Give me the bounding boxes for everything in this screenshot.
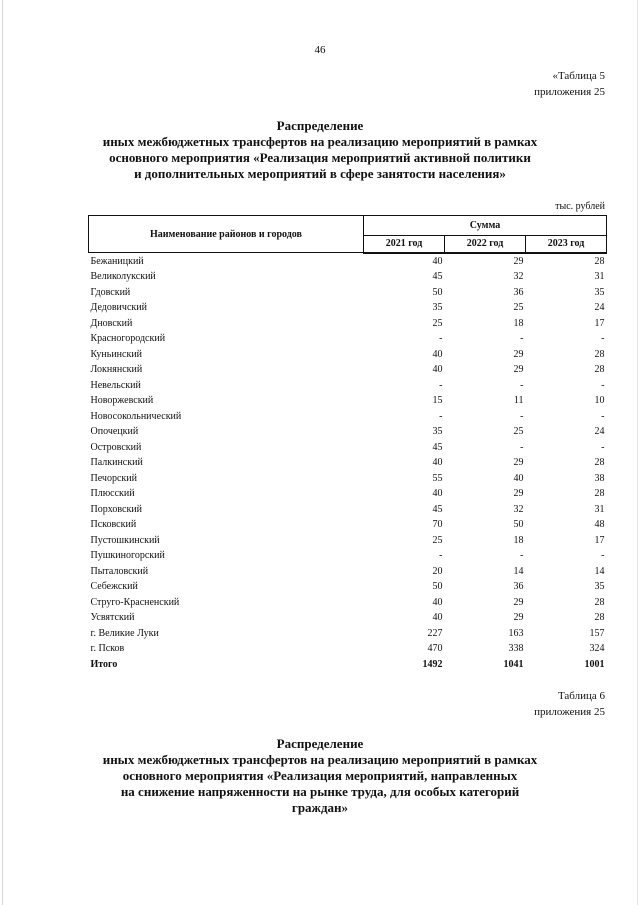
table-body <box>89 253 607 673</box>
value-2023: 28 <box>594 364 605 376</box>
value-2021: 40 <box>432 255 443 267</box>
row-name: Псковский <box>90 519 137 531</box>
value-2022: 29 <box>513 596 524 608</box>
row-name: Новосокольнический <box>90 410 182 422</box>
value-2022: 29 <box>513 457 524 469</box>
value-2022: 36 <box>513 581 524 593</box>
value-2023: 28 <box>594 612 605 624</box>
table-row <box>89 409 607 425</box>
table6-title-line: граждан» <box>291 800 349 815</box>
value-2021: 45 <box>432 271 443 283</box>
row-name: Локнянский <box>90 364 143 376</box>
row-name: Плюсский <box>90 488 135 500</box>
value-2023: 157 <box>589 627 605 639</box>
value-2021: 50 <box>432 581 443 593</box>
value-2022: 32 <box>513 503 524 515</box>
value-2021: 40 <box>432 364 443 376</box>
value-2022: 11 <box>513 395 524 407</box>
table-row <box>89 517 607 533</box>
table-row <box>89 486 607 502</box>
table5-title-line: иных межбюджетных трансфертов на реализацию мероприятий в рамках <box>102 134 538 149</box>
row-name: Островский <box>90 441 142 453</box>
value-2023: 38 <box>594 472 605 484</box>
value-2023: 28 <box>594 348 605 360</box>
value-2022: - <box>520 333 524 345</box>
table-row <box>89 393 607 409</box>
table6-caption-line1: Таблица 6 <box>557 690 605 702</box>
row-name: Красногородский <box>90 333 166 345</box>
row-name: Великолукский <box>90 271 156 283</box>
table5-title-line: и дополнительных мероприятий в сфере занятости населения» <box>134 166 506 181</box>
value-2021: 55 <box>432 472 443 484</box>
value-2022: 29 <box>513 348 524 360</box>
value-2022: 40 <box>513 472 524 484</box>
table5-title-line: Распределение <box>276 118 364 133</box>
row-name: Пустошкинский <box>90 534 160 546</box>
value-2021: 40 <box>432 488 443 500</box>
table-row <box>89 253 607 270</box>
value-2023: 48 <box>594 519 605 531</box>
table6-caption <box>534 688 605 720</box>
total-row <box>89 657 607 673</box>
value-2022: 29 <box>513 612 524 624</box>
value-2022: 25 <box>513 302 524 314</box>
table-row <box>89 347 607 363</box>
value-2021: 20 <box>432 565 443 577</box>
total-2022: 1041 <box>503 658 524 670</box>
value-2021: - <box>439 333 443 345</box>
page-number: 46 <box>314 44 326 56</box>
table-row <box>89 285 607 301</box>
value-2023: 28 <box>594 488 605 500</box>
table6-caption-line2: приложения 25 <box>534 706 605 718</box>
value-2023: 28 <box>594 596 605 608</box>
header-year-2021: 2021 год <box>364 235 445 252</box>
value-2021: - <box>439 379 443 391</box>
value-2021: 40 <box>432 348 443 360</box>
value-2021: 227 <box>427 627 443 639</box>
row-name: Пушкиногорский <box>90 550 165 562</box>
table-row <box>89 331 607 347</box>
value-2021: - <box>439 550 443 562</box>
table5-caption-line1: «Таблица 5 <box>552 70 605 82</box>
value-2023: 28 <box>594 457 605 469</box>
value-2021: 15 <box>432 395 443 407</box>
row-name: г. Псков <box>90 643 125 655</box>
units-label: тыс. рублей <box>555 201 605 212</box>
row-name: Дновский <box>90 317 133 329</box>
value-2023: 14 <box>594 565 605 577</box>
value-2022: 29 <box>513 255 524 267</box>
value-2023: 28 <box>594 255 605 267</box>
table5-title-line: основного мероприятия «Реализация мероприятий активной политики <box>109 150 531 165</box>
value-2023: 31 <box>594 503 605 515</box>
table6-title-line: основного мероприятия «Реализация мероприятий, направленных <box>122 768 518 783</box>
value-2023: 35 <box>594 286 605 298</box>
table-row <box>89 269 607 285</box>
value-2021: 35 <box>432 302 443 314</box>
value-2022: - <box>520 410 524 422</box>
table-row <box>89 641 607 657</box>
value-2023: - <box>601 410 605 422</box>
table-row <box>89 502 607 518</box>
header-year-2022: 2022 год <box>445 235 526 252</box>
value-2021: 40 <box>432 596 443 608</box>
row-name: Гдовский <box>90 286 131 298</box>
header-sum: Сумма <box>364 216 607 236</box>
value-2021: 25 <box>432 317 443 329</box>
value-2022: 29 <box>513 488 524 500</box>
value-2022: - <box>520 550 524 562</box>
table6-title-line: на снижение напряженности на рынке труда, для особых категорий <box>120 784 520 799</box>
value-2023: 17 <box>594 534 605 546</box>
distribution-table <box>88 215 607 672</box>
table-row <box>89 378 607 394</box>
scan-edge-right <box>637 0 638 905</box>
table5-caption <box>534 68 605 100</box>
table-row <box>89 579 607 595</box>
row-name: Печорский <box>90 472 137 484</box>
header-name: Наименование районов и городов <box>89 216 364 253</box>
value-2021: 25 <box>432 534 443 546</box>
value-2021: - <box>439 410 443 422</box>
row-name: Порховский <box>90 503 143 515</box>
row-name: Палкинский <box>90 457 143 469</box>
value-2023: 35 <box>594 581 605 593</box>
value-2021: 45 <box>432 441 443 453</box>
value-2022: 338 <box>508 643 524 655</box>
value-2023: - <box>601 550 605 562</box>
value-2021: 50 <box>432 286 443 298</box>
row-name: Дедовичский <box>90 302 147 314</box>
value-2023: 10 <box>594 395 605 407</box>
total-2021: 1492 <box>422 658 443 670</box>
row-name: Невельский <box>90 379 141 391</box>
scan-edge-left <box>2 0 3 905</box>
row-name: Пыталовский <box>90 565 149 577</box>
table-row <box>89 440 607 456</box>
value-2023: - <box>601 441 605 453</box>
table-row <box>89 424 607 440</box>
value-2021: 45 <box>432 503 443 515</box>
value-2023: 324 <box>589 643 605 655</box>
table-row <box>89 316 607 332</box>
value-2021: 70 <box>432 519 443 531</box>
table-row <box>89 548 607 564</box>
table-row <box>89 564 607 580</box>
value-2022: 18 <box>513 317 524 329</box>
table6-title <box>60 736 580 816</box>
value-2023: 24 <box>594 302 605 314</box>
value-2022: 32 <box>513 271 524 283</box>
table-row <box>89 533 607 549</box>
value-2023: - <box>601 379 605 391</box>
row-name: Опочецкий <box>90 426 139 438</box>
table6-title-line: иных межбюджетных трансфертов на реализацию мероприятий в рамках <box>102 752 538 767</box>
value-2023: - <box>601 333 605 345</box>
value-2022: 163 <box>508 627 524 639</box>
value-2022: 18 <box>513 534 524 546</box>
table-row <box>89 300 607 316</box>
row-name: Новоржевский <box>90 395 154 407</box>
value-2022: 36 <box>513 286 524 298</box>
row-name: Себежский <box>90 581 138 593</box>
row-name: Струго-Красненский <box>90 596 180 608</box>
table-row <box>89 471 607 487</box>
value-2022: - <box>520 441 524 453</box>
row-name: Усвятский <box>90 612 135 624</box>
value-2021: 40 <box>432 612 443 624</box>
row-name: Бежаницкий <box>90 255 144 267</box>
table6-title-line: Распределение <box>276 736 364 751</box>
value-2023: 31 <box>594 271 605 283</box>
value-2022: 50 <box>513 519 524 531</box>
value-2021: 40 <box>432 457 443 469</box>
table-row <box>89 610 607 626</box>
value-2023: 24 <box>594 426 605 438</box>
table5-title <box>60 118 580 182</box>
total-2023: 1001 <box>584 658 605 670</box>
row-name: Куньинский <box>90 348 143 360</box>
total-label: Итого <box>90 658 118 670</box>
value-2023: 17 <box>594 317 605 329</box>
value-2022: 29 <box>513 364 524 376</box>
value-2021: 470 <box>427 643 443 655</box>
value-2022: 25 <box>513 426 524 438</box>
table-row <box>89 455 607 471</box>
value-2021: 35 <box>432 426 443 438</box>
row-name: г. Великие Луки <box>90 627 159 639</box>
value-2022: - <box>520 379 524 391</box>
header-year-2023: 2023 год <box>526 235 607 252</box>
table-row <box>89 362 607 378</box>
table-row <box>89 626 607 642</box>
value-2022: 14 <box>513 565 524 577</box>
table-row <box>89 595 607 611</box>
table5-caption-line2: приложения 25 <box>534 86 605 98</box>
